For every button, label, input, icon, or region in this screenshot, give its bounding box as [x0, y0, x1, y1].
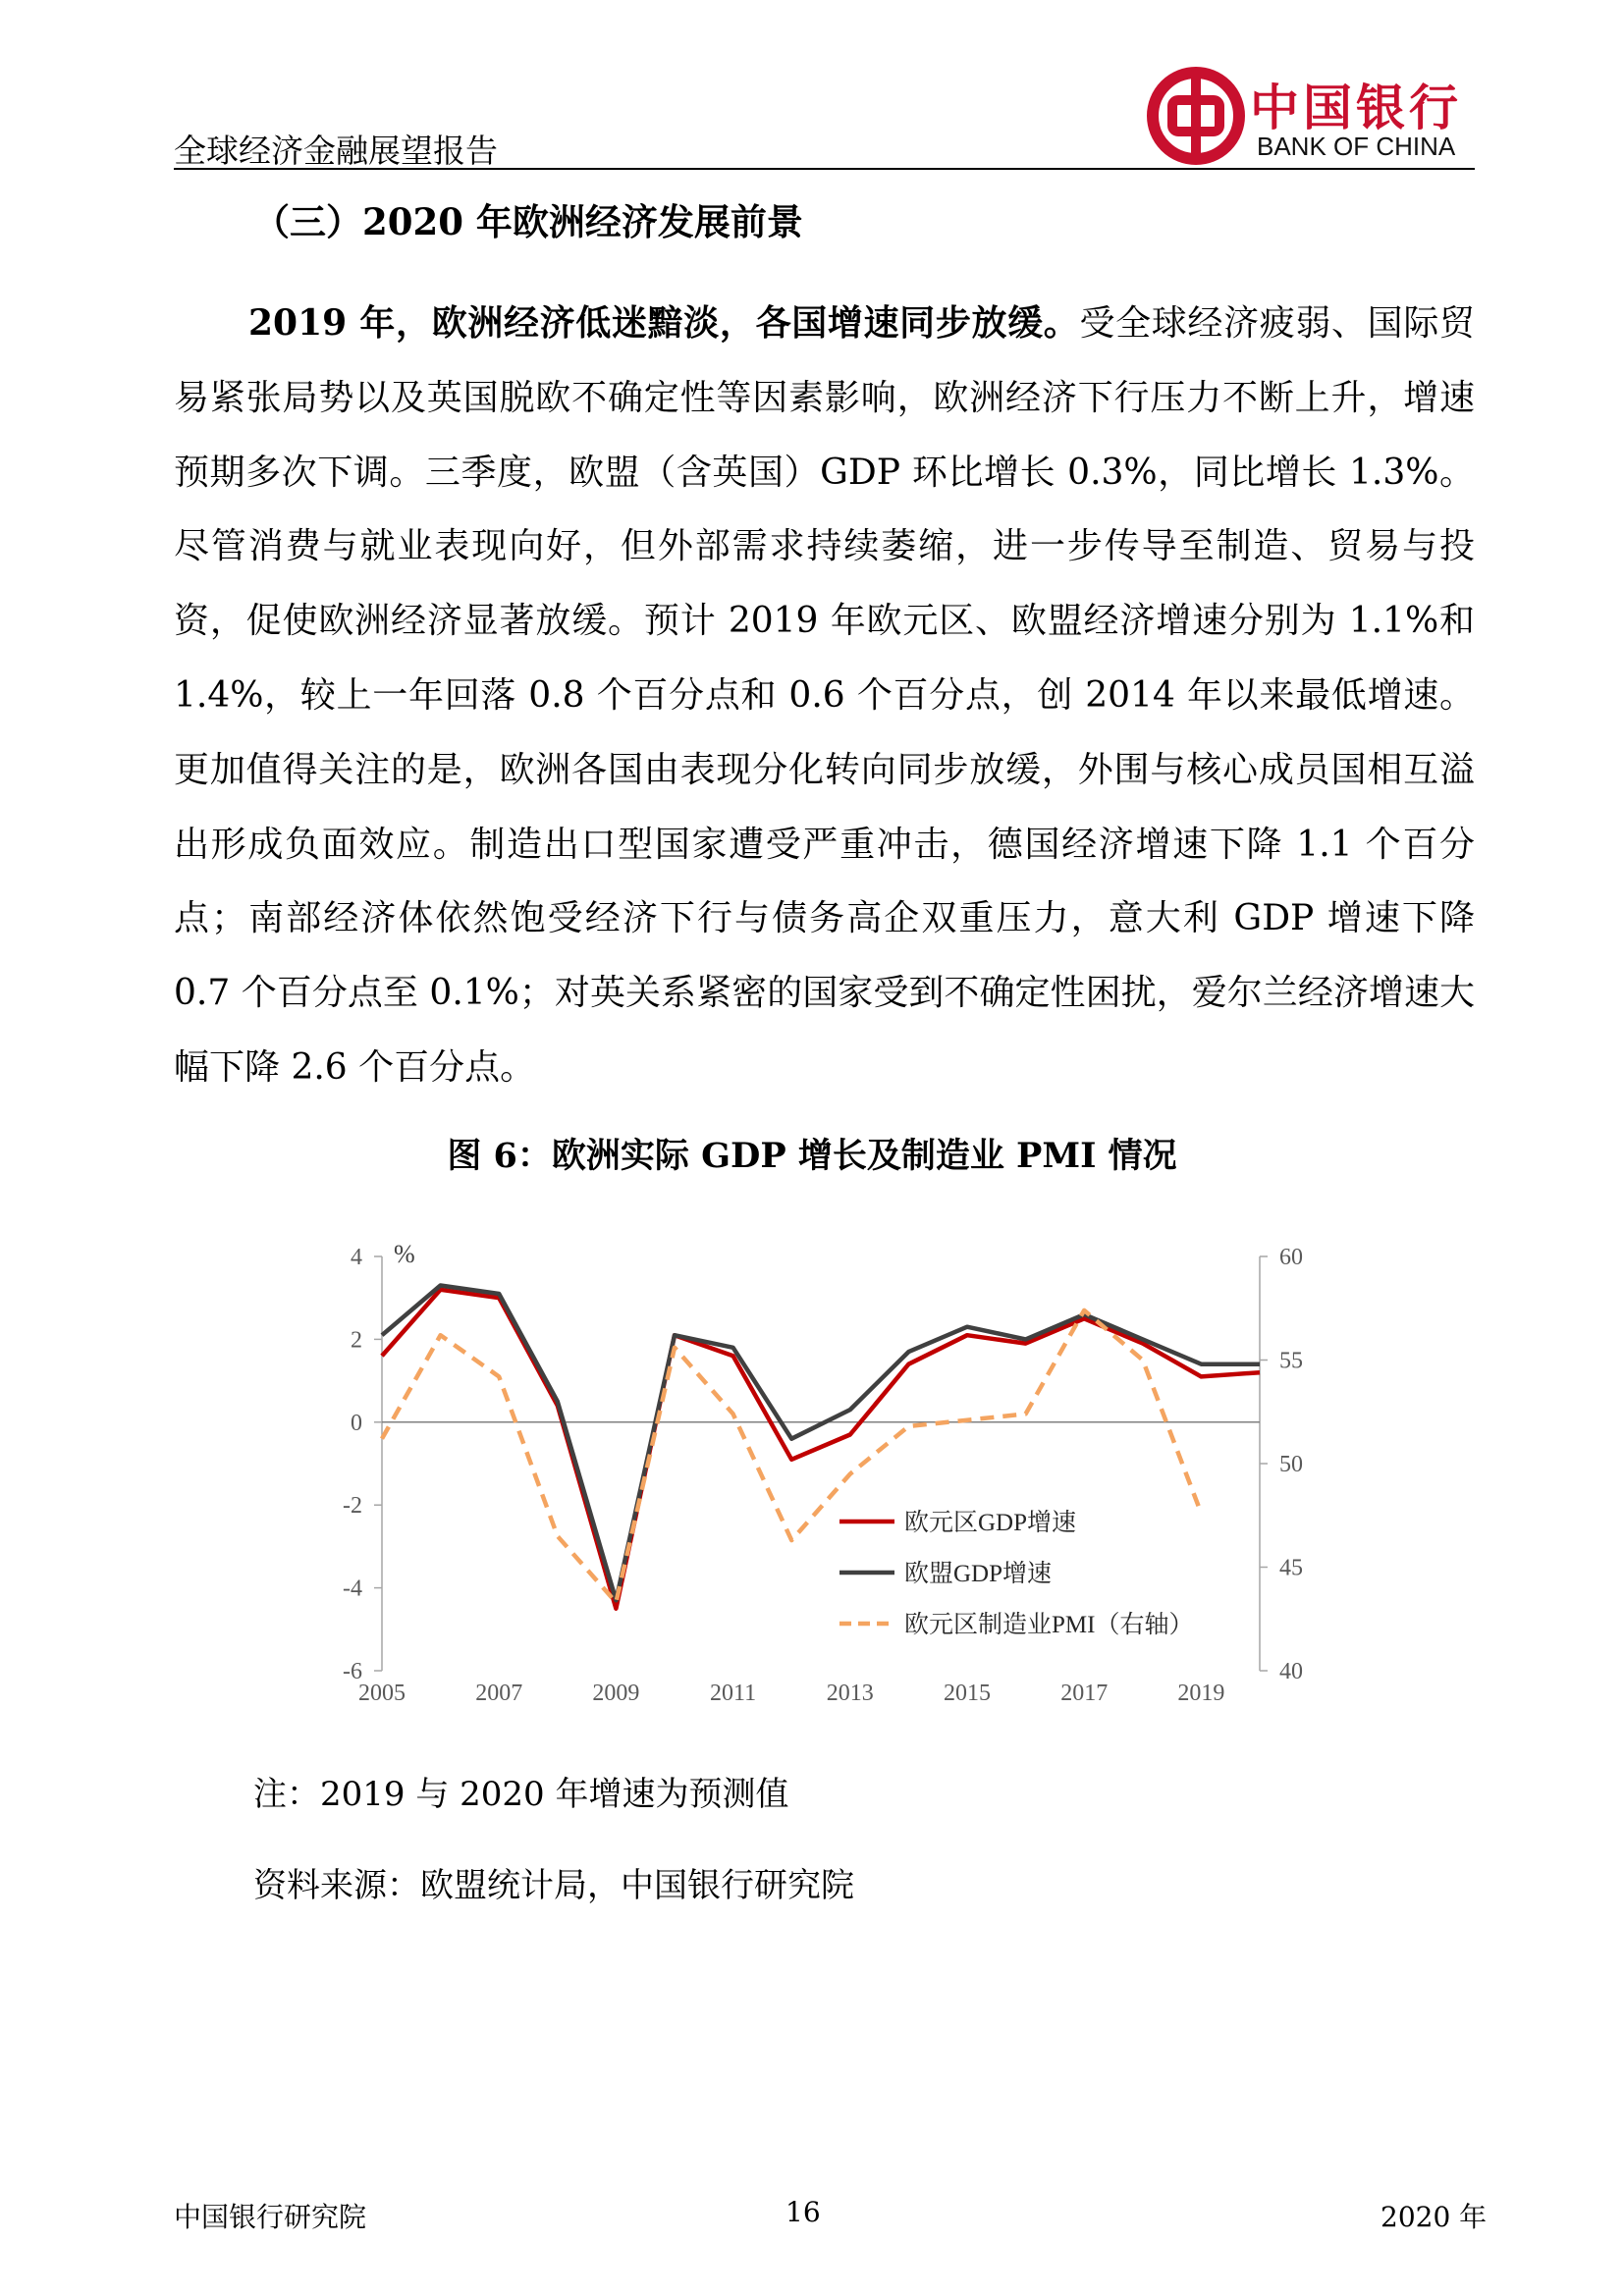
y-left-tick-label: 4 [351, 1245, 362, 1270]
y-left-tick-label: 0 [351, 1410, 362, 1436]
legend-label-3: 欧元区制造业PMI（右轴） [904, 1612, 1194, 1638]
body-paragraph [174, 287, 1475, 1105]
series-line-2 [382, 1286, 1260, 1601]
section-heading: （三）2020 年欧洲经济发展前景 [253, 200, 803, 243]
figure-source: 资料来源：欧盟统计局，中国银行研究院 [253, 1866, 854, 1905]
bank-logo-name: 中国银行 [1250, 79, 1462, 136]
legend-label-1: 欧元区GDP增速 [904, 1510, 1077, 1536]
y-left-tick-label: -2 [343, 1493, 362, 1520]
footer-year: 2020 年 [1380, 2201, 1488, 2233]
series-line-1 [382, 1290, 1260, 1609]
x-tick-label: 2005 [358, 1681, 406, 1706]
y-right-tick-label: 60 [1279, 1245, 1303, 1270]
y-left-unit-label: % [394, 1240, 415, 1268]
x-tick-label: 2019 [1177, 1681, 1225, 1706]
paragraph-text: 受全球经济疲弱、国际贸易紧张局势以及英国脱欧不确定性等因素影响，欧洲经济下行压力不断上升，增速预期多次下调。三季度，欧盟（含英国）GDP 环比增长 0.3%，同比增长 1.3%。尽管消费与就业表现向好，但外部需求持续萎缩，进一步传导至制造、贸易与投资，促使欧洲经济显著放缓。预计 2019 年欧元区、欧盟经济增速分别为 1.1%和 1.4%，较上一年回落 0.8 个百分点和 0.6 个百分点，创 2014 年以来最低增速。更加值得关注的是，欧洲各国由表现分化转向同步放缓，外围与核心成员国相互溢出形成负面效应。制造出口型国家遭受严重冲击，德国经济增速下降 1.1 个百分点；南部经济体依然饱受经济下行与债务高企双重压力，意大利 GDP 增速下降 0.7 个百分点至 0.1%；对英关系紧密的国家受到不确定性困扰，爱尔兰经济增速大幅下降 2.6 个百分点。 [174, 303, 1475, 1088]
x-tick-label: 2011 [710, 1681, 757, 1706]
legend-label-2: 欧盟GDP增速 [904, 1561, 1053, 1587]
x-tick-label: 2017 [1060, 1681, 1109, 1706]
footer-org: 中国银行研究院 [174, 2201, 367, 2233]
bank-logo [1147, 63, 1481, 171]
bank-logo-english: BANK OF CHINA [1257, 132, 1456, 161]
bank-logo-emblem-icon [1147, 67, 1245, 165]
y-right-tick-label: 45 [1279, 1555, 1303, 1581]
report-title: 全球经济金融展望报告 [174, 132, 498, 170]
x-tick-label: 2007 [475, 1681, 523, 1706]
x-tick-label: 2009 [592, 1681, 640, 1706]
gdp-pmi-chart [314, 1217, 1303, 1737]
paragraph-lead: 2019 年，欧洲经济低迷黯淡，各国增速同步放缓。 [248, 302, 1080, 344]
y-left-tick-label: -4 [343, 1575, 362, 1602]
page-number: 16 [785, 2196, 821, 2228]
y-right-tick-label: 40 [1279, 1659, 1303, 1684]
x-tick-label: 2015 [944, 1681, 991, 1706]
x-tick-label: 2013 [826, 1681, 874, 1706]
figure-title: 图 6：欧洲实际 GDP 增长及制造业 PMI 情况 [447, 1136, 1177, 1176]
y-right-tick-label: 50 [1279, 1452, 1303, 1477]
y-left-tick-label: 2 [351, 1327, 362, 1354]
y-right-tick-label: 55 [1279, 1348, 1303, 1374]
y-left-tick-label: -6 [343, 1659, 362, 1684]
figure-note: 注：2019 与 2020 年增速为预测值 [253, 1775, 789, 1814]
